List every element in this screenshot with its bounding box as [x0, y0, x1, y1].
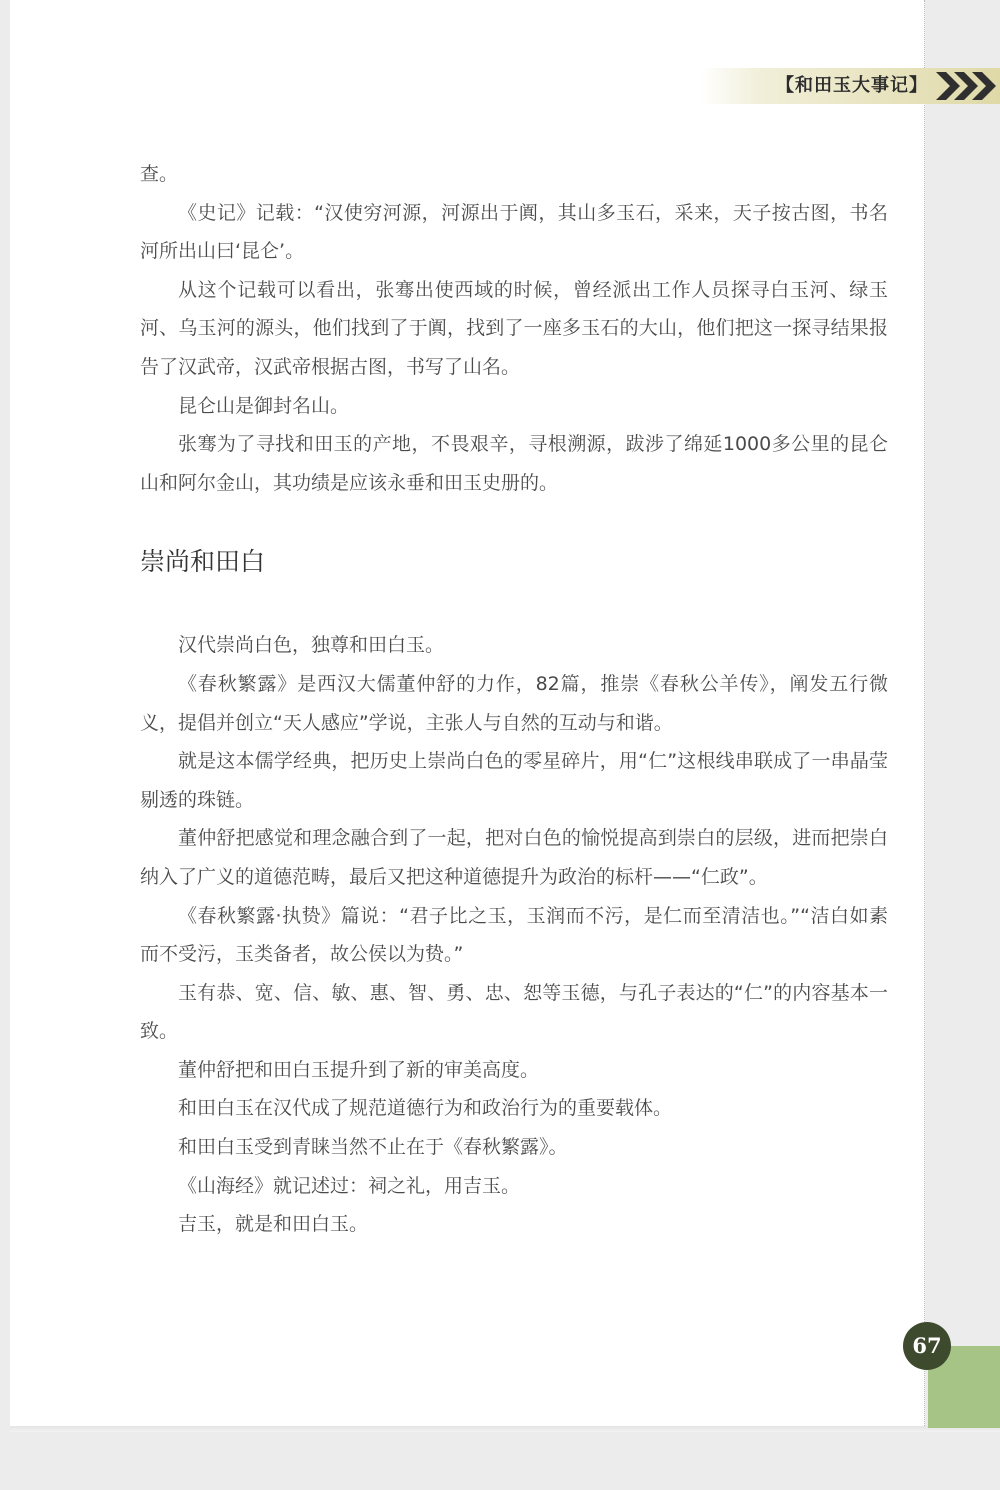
paragraph: 《春秋繁露》是西汉大儒董仲舒的力作，82篇，推崇《春秋公羊传》，阐发五行微义，提倡并创立“天人感应”学说，主张人与自然的互动与和谐。 [140, 672, 888, 734]
running-header-title: 【和田玉大事记】 [776, 75, 928, 96]
paragraph: 和田白玉受到青睐当然不止在于《春秋繁露》。 [178, 1136, 568, 1159]
page-number: 67 [903, 1322, 951, 1370]
paragraph: 张骞为了寻找和田玉的产地，不畏艰辛，寻根溯源，跋涉了绵延1000多公里的昆仑山和阿尔金山，其功绩是应该永垂和田玉史册的。 [140, 433, 888, 494]
section-heading: 崇尚和田白 [140, 547, 266, 577]
running-header-tab [700, 68, 1000, 104]
paragraph: 董仲舒把感觉和理念融合到了一起，把对白色的愉悦提高到崇白的层级，进而把崇白纳入了广义的道德范畴，最后又把这种道德提升为政治的标杆——“仁政”。 [140, 827, 888, 888]
paragraph: 昆仑山是御封名山。 [178, 394, 350, 417]
paragraph: 《春秋繁露·执贽》篇说：“君子比之玉，玉润而不污，是仁而至清洁也。”“洁白如素而不受污，玉类备者，故公侯以为贽。” [140, 904, 888, 966]
page-bottom-edge [10, 1426, 1000, 1432]
paragraph: 汉代崇尚白色，独尊和田白玉。 [178, 634, 445, 657]
paragraph: 吉玉，就是和田白玉。 [178, 1213, 369, 1236]
paragraph: 董仲舒把和田白玉提升到了新的审美高度。 [178, 1058, 540, 1081]
paragraph: 从这个记载可以看出，张骞出使西域的时候，曾经派出工作人员探寻白玉河、绿玉河、乌玉河的源头，他们找到了于阗，找到了一座多玉石的大山，他们把这一探寻结果报告了汉武帝，汉武帝根据古图，书写了山名。 [140, 278, 888, 378]
paragraph: 《史记》记载：“汉使穷河源，河源出于阗，其山多玉石，采来，天子按古图，书名河所出山曰‘昆仑’。 [140, 201, 888, 263]
page-body [140, 155, 888, 1244]
chevron-right-icon [936, 70, 998, 102]
paragraph: 就是这本儒学经典，把历史上崇尚白色的零星碎片，用“仁”这根线串联成了一串晶莹剔透的珠链。 [140, 750, 888, 811]
paragraph: 玉有恭、宽、信、敏、惠、智、勇、忠、恕等玉德，与孔子表达的“仁”的内容基本一致。 [140, 981, 888, 1043]
paragraph: 和田白玉在汉代成了规范道德行为和政治行为的重要载体。 [178, 1097, 673, 1120]
paragraph: 查。 [140, 163, 179, 185]
paragraph: 《山海经》就记述过：祠之礼，用吉玉。 [178, 1174, 521, 1197]
